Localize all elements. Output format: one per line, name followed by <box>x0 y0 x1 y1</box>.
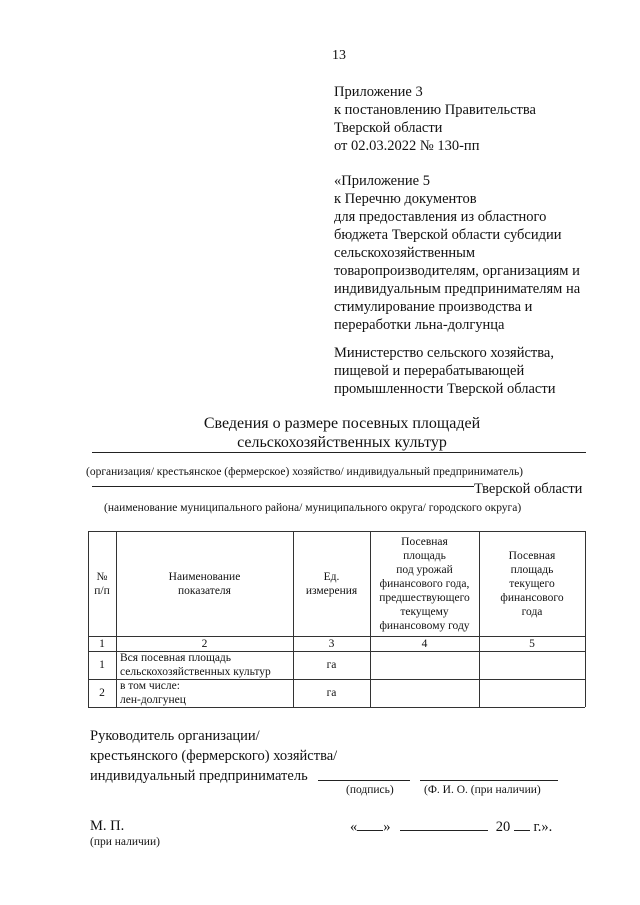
appendix5-line: бюджета Тверской области субсидии <box>334 227 562 243</box>
year-suffix: г.». <box>533 819 553 835</box>
year-prefix: 20 <box>495 819 511 835</box>
region-suffix: Тверской области <box>474 481 583 497</box>
appendix5-line: сельскохозяйственным <box>334 245 476 261</box>
ministry-line: промышленности Тверской области <box>334 381 556 397</box>
document-title <box>0 414 640 452</box>
row-number: 2 <box>99 687 105 699</box>
signature-line: крестьянского (фермерского) хозяйства/ <box>90 748 338 764</box>
row-previous-area-input[interactable] <box>370 679 479 707</box>
signature-block <box>90 726 337 786</box>
appendix5-line: стимулирование производства и <box>334 299 533 315</box>
day-field[interactable] <box>357 818 383 831</box>
column-number: 1 <box>99 637 105 650</box>
organization-caption: (организация/ крестьянское (фермерское) хозяйство/ индивидуальный предприниматель) <box>86 466 524 478</box>
date-close-quote: » <box>383 819 391 835</box>
date-open-quote: « <box>350 819 358 835</box>
signature-field-line[interactable] <box>318 780 410 781</box>
signature-line: индивидуальный предприниматель <box>90 768 308 784</box>
appendix5-line: товаропроизводителям, организациям и <box>334 263 580 279</box>
column-number: 5 <box>529 637 535 650</box>
title-line: Сведения о размере посевных площадей <box>203 415 481 432</box>
stamp-note: (при наличии) <box>90 836 160 848</box>
column-number: 3 <box>328 637 335 650</box>
fio-caption: (Ф. И. О. (при наличии) <box>424 784 541 796</box>
month-field[interactable] <box>400 818 488 831</box>
appendix-line: Приложение 3 <box>334 84 423 100</box>
row-number: 1 <box>99 659 105 671</box>
year-field[interactable] <box>514 818 530 831</box>
organization-field-line[interactable] <box>92 452 586 453</box>
header-number: № п/п <box>94 570 110 597</box>
appendix5-header <box>334 172 580 334</box>
appendix-line: к постановлению Правительства <box>334 102 536 118</box>
date-line <box>350 818 552 836</box>
signature-caption: (подпись) <box>346 784 394 796</box>
row-previous-area-input[interactable] <box>370 651 479 679</box>
appendix-header <box>334 83 536 155</box>
fio-field-line[interactable] <box>420 780 558 781</box>
header-indicator-name: Наименование показателя <box>168 570 241 597</box>
stamp-label: М. П. <box>90 818 125 834</box>
ministry-addressee <box>334 344 555 398</box>
column-number: 4 <box>421 637 428 650</box>
ministry-line: пищевой и перерабатывающей <box>334 363 525 379</box>
data-table <box>88 531 585 707</box>
appendix5-line: «Приложение 5 <box>334 173 430 189</box>
header-unit: Ед. измерения <box>305 570 358 597</box>
page-number: 13 <box>332 48 346 63</box>
municipality-caption: (наименование муниципального района/ муниципального округа/ городского округа) <box>104 502 522 514</box>
appendix-line: Тверской области <box>334 120 443 136</box>
appendix5-line: к Перечню документов <box>334 191 477 207</box>
appendix5-line: переработки льна-долгунца <box>334 317 505 333</box>
ministry-line: Министерство сельского хозяйства, <box>334 345 554 361</box>
row-current-area-input[interactable] <box>479 679 585 707</box>
row-indicator-name: в том числе: лен-долгунец <box>120 680 186 706</box>
column-number: 2 <box>201 637 208 650</box>
municipality-field-line[interactable] <box>92 486 474 487</box>
appendix-line: от 02.03.2022 № 130-пп <box>334 138 480 154</box>
row-unit: га <box>326 659 337 671</box>
row-unit: га <box>326 687 337 699</box>
header-current-year-area: Посевная площадь текущего финансового года <box>500 549 564 618</box>
row-current-area-input[interactable] <box>479 651 585 679</box>
row-indicator-name: Вся посевная площадь сельскохозяйственных культур <box>120 652 271 678</box>
signature-line: Руководитель организации/ <box>90 728 260 744</box>
header-previous-year-area: Посевная площадь под урожай финансового года, предшествующего текущему финансовому году <box>379 535 470 632</box>
appendix5-line: индивидуальным предпринимателям на <box>334 281 581 297</box>
appendix5-line: для предоставления из областного <box>334 209 547 225</box>
title-line: сельскохозяйственных культур <box>237 434 447 451</box>
